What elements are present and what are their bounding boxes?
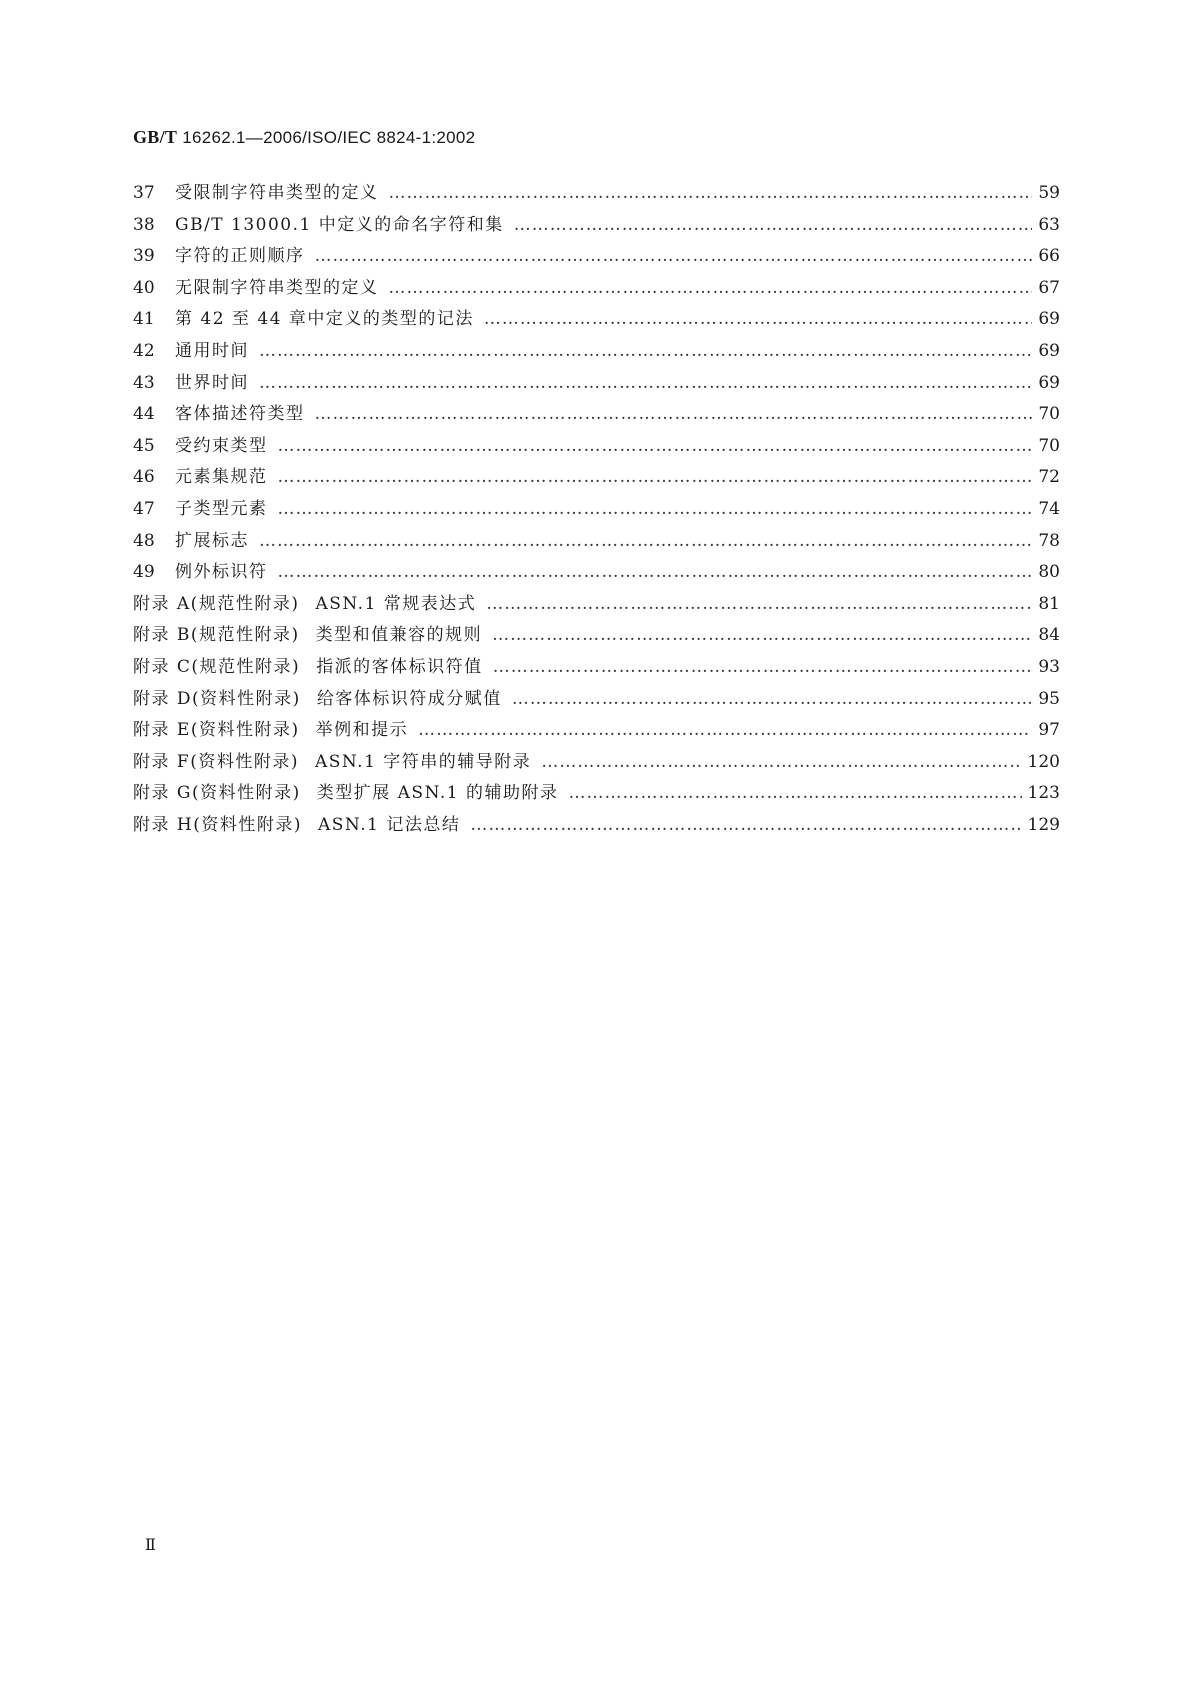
entry-label: 类型和值兼容的规则 [315, 625, 483, 646]
entry-number: 40 [133, 277, 155, 298]
toc-entry[interactable] [133, 273, 1060, 305]
entry-label: 子类型元素 [175, 498, 268, 519]
entry-number: 39 [133, 246, 155, 267]
entry-page: 95 [1038, 688, 1060, 709]
entry-label: 元素集规范 [175, 467, 268, 488]
toc-entry[interactable] [133, 368, 1060, 400]
entry-page: 129 [1027, 814, 1060, 835]
entry-page: 66 [1038, 246, 1060, 267]
annex-prefix: 附录 E(资料性附录) [133, 720, 300, 741]
dot-leader [492, 620, 1032, 652]
entry-label: 给客体标识符成分赋值 [316, 688, 502, 709]
entry-page: 93 [1038, 656, 1060, 677]
entry-page: 63 [1038, 214, 1060, 235]
entry-label: 第 42 至 44 章中定义的类型的记法 [175, 309, 474, 330]
dot-leader [512, 684, 1032, 716]
dot-leader [470, 810, 1021, 842]
entry-label: 类型扩展 ASN.1 的辅助附录 [316, 783, 559, 804]
entry-number: 43 [133, 372, 155, 393]
entry-page: 74 [1038, 498, 1060, 519]
dot-leader [259, 526, 1032, 558]
dot-leader [418, 715, 1032, 747]
dot-leader [315, 241, 1033, 273]
entry-number: 37 [133, 183, 155, 203]
entry-number: 42 [133, 340, 155, 361]
toc-annex-entry[interactable] [133, 589, 1060, 621]
entry-number: 41 [133, 309, 155, 330]
dot-leader [315, 399, 1033, 431]
page-header [133, 127, 475, 148]
dot-leader [484, 304, 1032, 336]
entry-label: 举例和提示 [315, 720, 409, 741]
toc-entry[interactable] [133, 462, 1060, 494]
dot-leader [278, 557, 1033, 589]
toc-annex-entry[interactable] [133, 715, 1060, 747]
entry-page: 81 [1038, 593, 1060, 614]
entry-page: 69 [1038, 340, 1060, 361]
entry-page: 123 [1027, 783, 1060, 804]
entry-label: 字符的正则顺序 [175, 246, 305, 267]
standard-number: 16262.1—2006/ISO/IEC 8824-1:2002 [182, 128, 476, 147]
entry-label: 无限制字符串类型的定义 [175, 277, 379, 298]
dot-leader [389, 273, 1033, 305]
toc-entry[interactable] [133, 399, 1060, 431]
annex-prefix: 附录 D(资料性附录) [133, 688, 301, 709]
dot-leader [569, 778, 1022, 810]
toc-entry[interactable] [133, 304, 1060, 336]
entry-label: 扩展标志 [175, 530, 249, 551]
entry-page: 84 [1038, 625, 1060, 646]
entry-label: 例外标识符 [175, 562, 268, 583]
toc-entry[interactable] [133, 178, 1060, 210]
toc-entry[interactable] [133, 241, 1060, 273]
entry-page: 72 [1038, 467, 1060, 488]
dot-leader [493, 652, 1032, 684]
entry-page: 78 [1038, 530, 1060, 551]
dot-leader [389, 178, 1033, 210]
entry-number: 38 [133, 214, 155, 235]
entry-page: 70 [1038, 404, 1060, 425]
entry-page: 59 [1038, 183, 1060, 203]
dot-leader [278, 462, 1033, 494]
entry-label: 受约束类型 [175, 435, 268, 456]
toc-annex-entry[interactable] [133, 684, 1060, 716]
annex-prefix: 附录 C(规范性附录) [133, 656, 301, 677]
toc-entry[interactable] [133, 526, 1060, 558]
toc-entry[interactable] [133, 494, 1060, 526]
entry-page: 97 [1038, 720, 1060, 741]
dot-leader [514, 210, 1032, 242]
toc-annex-entry[interactable] [133, 778, 1060, 810]
dot-leader [541, 747, 1021, 779]
entry-label: 指派的客体标识符值 [316, 656, 483, 677]
toc-annex-entry[interactable] [133, 652, 1060, 684]
entry-page: 67 [1038, 277, 1060, 298]
toc-entry[interactable] [133, 210, 1060, 242]
entry-number: 49 [133, 562, 155, 583]
entry-page: 120 [1027, 751, 1060, 772]
toc-annex-entry[interactable] [133, 747, 1060, 779]
dot-leader [278, 494, 1033, 526]
entry-label: GB/T 13000.1 中定义的命名字符和集 [175, 214, 504, 235]
annex-prefix: 附录 G(资料性附录) [133, 783, 301, 804]
entry-page: 69 [1038, 372, 1060, 393]
standard-code: GB/T [133, 127, 178, 147]
dot-leader [486, 589, 1032, 621]
annex-prefix: 附录 H(资料性附录) [133, 814, 302, 835]
entry-number: 46 [133, 467, 155, 488]
entry-label: 客体描述符类型 [175, 404, 305, 425]
toc-entry[interactable] [133, 336, 1060, 368]
page-number: Ⅱ [145, 1535, 156, 1554]
dot-leader [259, 368, 1032, 400]
entry-label: ASN.1 字符串的辅导附录 [314, 751, 532, 772]
annex-prefix: 附录 F(资料性附录) [133, 751, 299, 772]
entry-page: 69 [1038, 309, 1060, 330]
dot-leader [278, 431, 1033, 463]
toc-entry[interactable] [133, 431, 1060, 463]
annex-prefix: 附录 A(规范性附录) [133, 593, 300, 614]
toc-annex-entry[interactable] [133, 810, 1060, 842]
entry-label: 世界时间 [175, 372, 249, 393]
entry-page: 80 [1038, 562, 1060, 583]
entry-label: 通用时间 [175, 340, 249, 361]
toc-entry[interactable] [133, 557, 1060, 589]
toc-annex-entry[interactable] [133, 620, 1060, 652]
entry-number: 47 [133, 498, 155, 519]
entry-number: 48 [133, 530, 155, 551]
annex-prefix: 附录 B(规范性附录) [133, 625, 300, 646]
table-of-contents [133, 178, 1060, 841]
entry-page: 70 [1038, 435, 1060, 456]
entry-label: ASN.1 常规表达式 [315, 593, 477, 614]
entry-number: 44 [133, 404, 155, 425]
entry-label: ASN.1 记法总结 [318, 814, 461, 835]
dot-leader [259, 336, 1032, 368]
entry-number: 45 [133, 435, 155, 456]
entry-label: 受限制字符串类型的定义 [175, 183, 379, 203]
